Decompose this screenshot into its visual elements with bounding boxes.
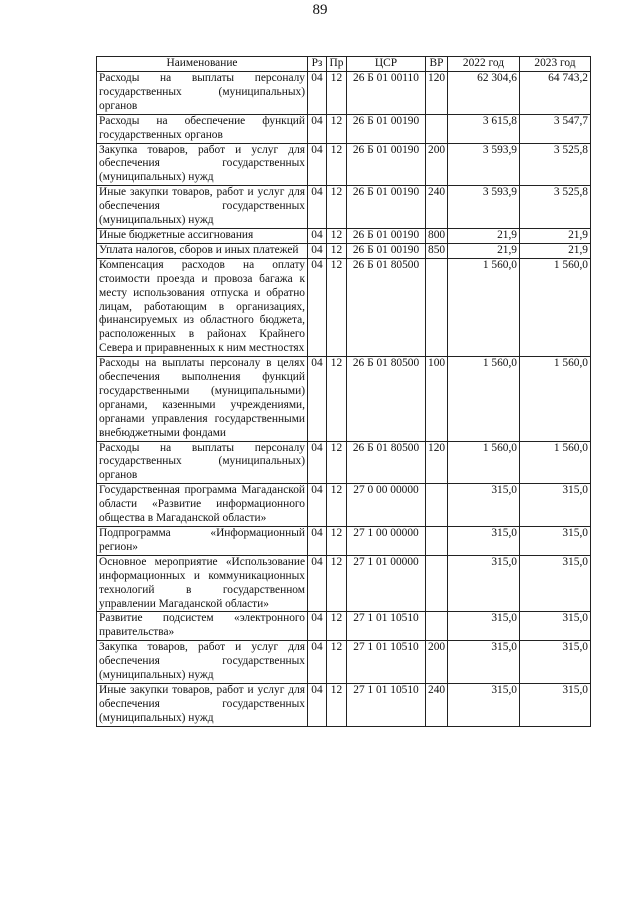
row-rz: 04 [308,114,327,143]
row-rz: 04 [308,243,327,258]
row-2022: 315,0 [448,527,520,556]
row-2023: 315,0 [520,484,591,527]
row-name: Расходы на выплаты персоналу государственных (муниципальных) органов [97,441,308,484]
header-vr: ВР [426,57,448,72]
row-rz: 04 [308,441,327,484]
row-name: Государственная программа Магаданской области «Развитие информационного общества в Магаданской области» [97,484,308,527]
row-name: Расходы на обеспечение функций государственных органов [97,114,308,143]
row-pr: 12 [327,258,347,356]
row-vr [426,258,448,356]
row-rz: 04 [308,258,327,356]
row-rz: 04 [308,228,327,243]
row-pr: 12 [327,114,347,143]
row-pr: 12 [327,683,347,726]
row-csr: 26 Б 01 00110 [347,72,426,115]
header-pr: Пр [327,57,347,72]
row-rz: 04 [308,72,327,115]
row-csr: 27 1 01 10510 [347,612,426,641]
row-rz: 04 [308,641,327,684]
row-csr: 26 Б 01 80500 [347,258,426,356]
row-2022: 315,0 [448,555,520,612]
row-vr [426,527,448,556]
row-vr: 100 [426,357,448,441]
header-2022: 2022 год [448,57,520,72]
header-rz: Рз [308,57,327,72]
table-row [97,143,591,186]
row-2023: 64 743,2 [520,72,591,115]
row-csr: 27 1 01 10510 [347,683,426,726]
row-csr: 26 Б 01 00190 [347,186,426,229]
row-name: Расходы на выплаты персоналу государственных (муниципальных) органов [97,72,308,115]
table-row [97,683,591,726]
table-row [97,641,591,684]
row-2022: 315,0 [448,484,520,527]
row-vr [426,612,448,641]
row-pr: 12 [327,186,347,229]
row-2022: 315,0 [448,612,520,641]
row-vr: 850 [426,243,448,258]
row-name: Иные бюджетные ассигнования [97,228,308,243]
row-pr: 12 [327,527,347,556]
row-vr: 240 [426,186,448,229]
row-2023: 315,0 [520,555,591,612]
row-2023: 21,9 [520,228,591,243]
row-2022: 315,0 [448,641,520,684]
row-pr: 12 [327,641,347,684]
row-2023: 3 547,7 [520,114,591,143]
row-2023: 1 560,0 [520,357,591,441]
row-vr [426,555,448,612]
row-csr: 27 1 00 00000 [347,527,426,556]
row-pr: 12 [327,228,347,243]
table-row [97,484,591,527]
row-2023: 315,0 [520,527,591,556]
row-csr: 27 0 00 00000 [347,484,426,527]
row-pr: 12 [327,72,347,115]
row-vr: 800 [426,228,448,243]
row-name: Закупка товаров, работ и услуг для обеспечения государственных (муниципальных) нужд [97,641,308,684]
row-pr: 12 [327,441,347,484]
row-name: Закупка товаров, работ и услуг для обеспечения государственных (муниципальных) нужд [97,143,308,186]
row-vr [426,114,448,143]
row-csr: 26 Б 01 00190 [347,143,426,186]
row-2022: 1 560,0 [448,441,520,484]
row-name: Подпрограмма «Информационный регион» [97,527,308,556]
row-2022: 3 615,8 [448,114,520,143]
row-pr: 12 [327,484,347,527]
row-name: Расходы на выплаты персоналу в целях обеспечения выполнения функций государственными (муниципальными) органами, казенными учреждениями, органами управления государственными внебюджетными фондами [97,357,308,441]
row-rz: 04 [308,143,327,186]
row-pr: 12 [327,243,347,258]
row-rz: 04 [308,555,327,612]
table-row [97,114,591,143]
table-row [97,555,591,612]
row-2022: 62 304,6 [448,72,520,115]
row-rz: 04 [308,484,327,527]
row-vr: 120 [426,441,448,484]
row-2023: 1 560,0 [520,441,591,484]
row-csr: 27 1 01 10510 [347,641,426,684]
row-2023: 3 525,8 [520,186,591,229]
row-rz: 04 [308,527,327,556]
table-row [97,258,591,356]
header-name: Наименование [97,57,308,72]
row-csr: 26 Б 01 00190 [347,228,426,243]
table-row [97,228,591,243]
row-vr: 240 [426,683,448,726]
row-rz: 04 [308,612,327,641]
row-rz: 04 [308,683,327,726]
row-2023: 315,0 [520,641,591,684]
row-pr: 12 [327,555,347,612]
row-vr: 200 [426,641,448,684]
row-pr: 12 [327,143,347,186]
row-csr: 27 1 01 00000 [347,555,426,612]
row-vr: 200 [426,143,448,186]
row-name: Основное мероприятие «Использование информационных и коммуникационных технологий в государственном управлении Магаданской области» [97,555,308,612]
table-row [97,441,591,484]
row-2022: 315,0 [448,683,520,726]
row-2023: 3 525,8 [520,143,591,186]
row-2023: 315,0 [520,612,591,641]
row-2023: 315,0 [520,683,591,726]
row-csr: 26 Б 01 00190 [347,114,426,143]
table-row [97,357,591,441]
row-name: Уплата налогов, сборов и иных платежей [97,243,308,258]
table-row [97,612,591,641]
table-row [97,186,591,229]
row-2023: 21,9 [520,243,591,258]
budget-table [96,56,591,727]
row-name: Компенсация расходов на оплату стоимости проезда и провоза багажа к месту использования отпуска и обратно лицам, работающим в организациях, финансируемых из областного бюджета, расположенных в районах Крайнего Севера и приравненных к ним местностях [97,258,308,356]
row-csr: 26 Б 01 00190 [347,243,426,258]
table-row [97,243,591,258]
row-name: Развитие подсистем «электронного правительства» [97,612,308,641]
row-2022: 3 593,9 [448,143,520,186]
row-csr: 26 Б 01 80500 [347,357,426,441]
row-rz: 04 [308,186,327,229]
row-name: Иные закупки товаров, работ и услуг для обеспечения государственных (муниципальных) нужд [97,186,308,229]
row-2022: 3 593,9 [448,186,520,229]
header-row [97,57,591,72]
row-rz: 04 [308,357,327,441]
row-vr: 120 [426,72,448,115]
row-2022: 1 560,0 [448,258,520,356]
header-csr: ЦСР [347,57,426,72]
row-pr: 12 [327,357,347,441]
page-number: 89 [312,2,328,18]
row-csr: 26 Б 01 80500 [347,441,426,484]
row-name: Иные закупки товаров, работ и услуг для обеспечения государственных (муниципальных) нужд [97,683,308,726]
row-2022: 21,9 [448,228,520,243]
table-row [97,527,591,556]
table-row [97,72,591,115]
row-vr [426,484,448,527]
header-2023: 2023 год [520,57,591,72]
row-2022: 21,9 [448,243,520,258]
row-2023: 1 560,0 [520,258,591,356]
row-2022: 1 560,0 [448,357,520,441]
row-pr: 12 [327,612,347,641]
